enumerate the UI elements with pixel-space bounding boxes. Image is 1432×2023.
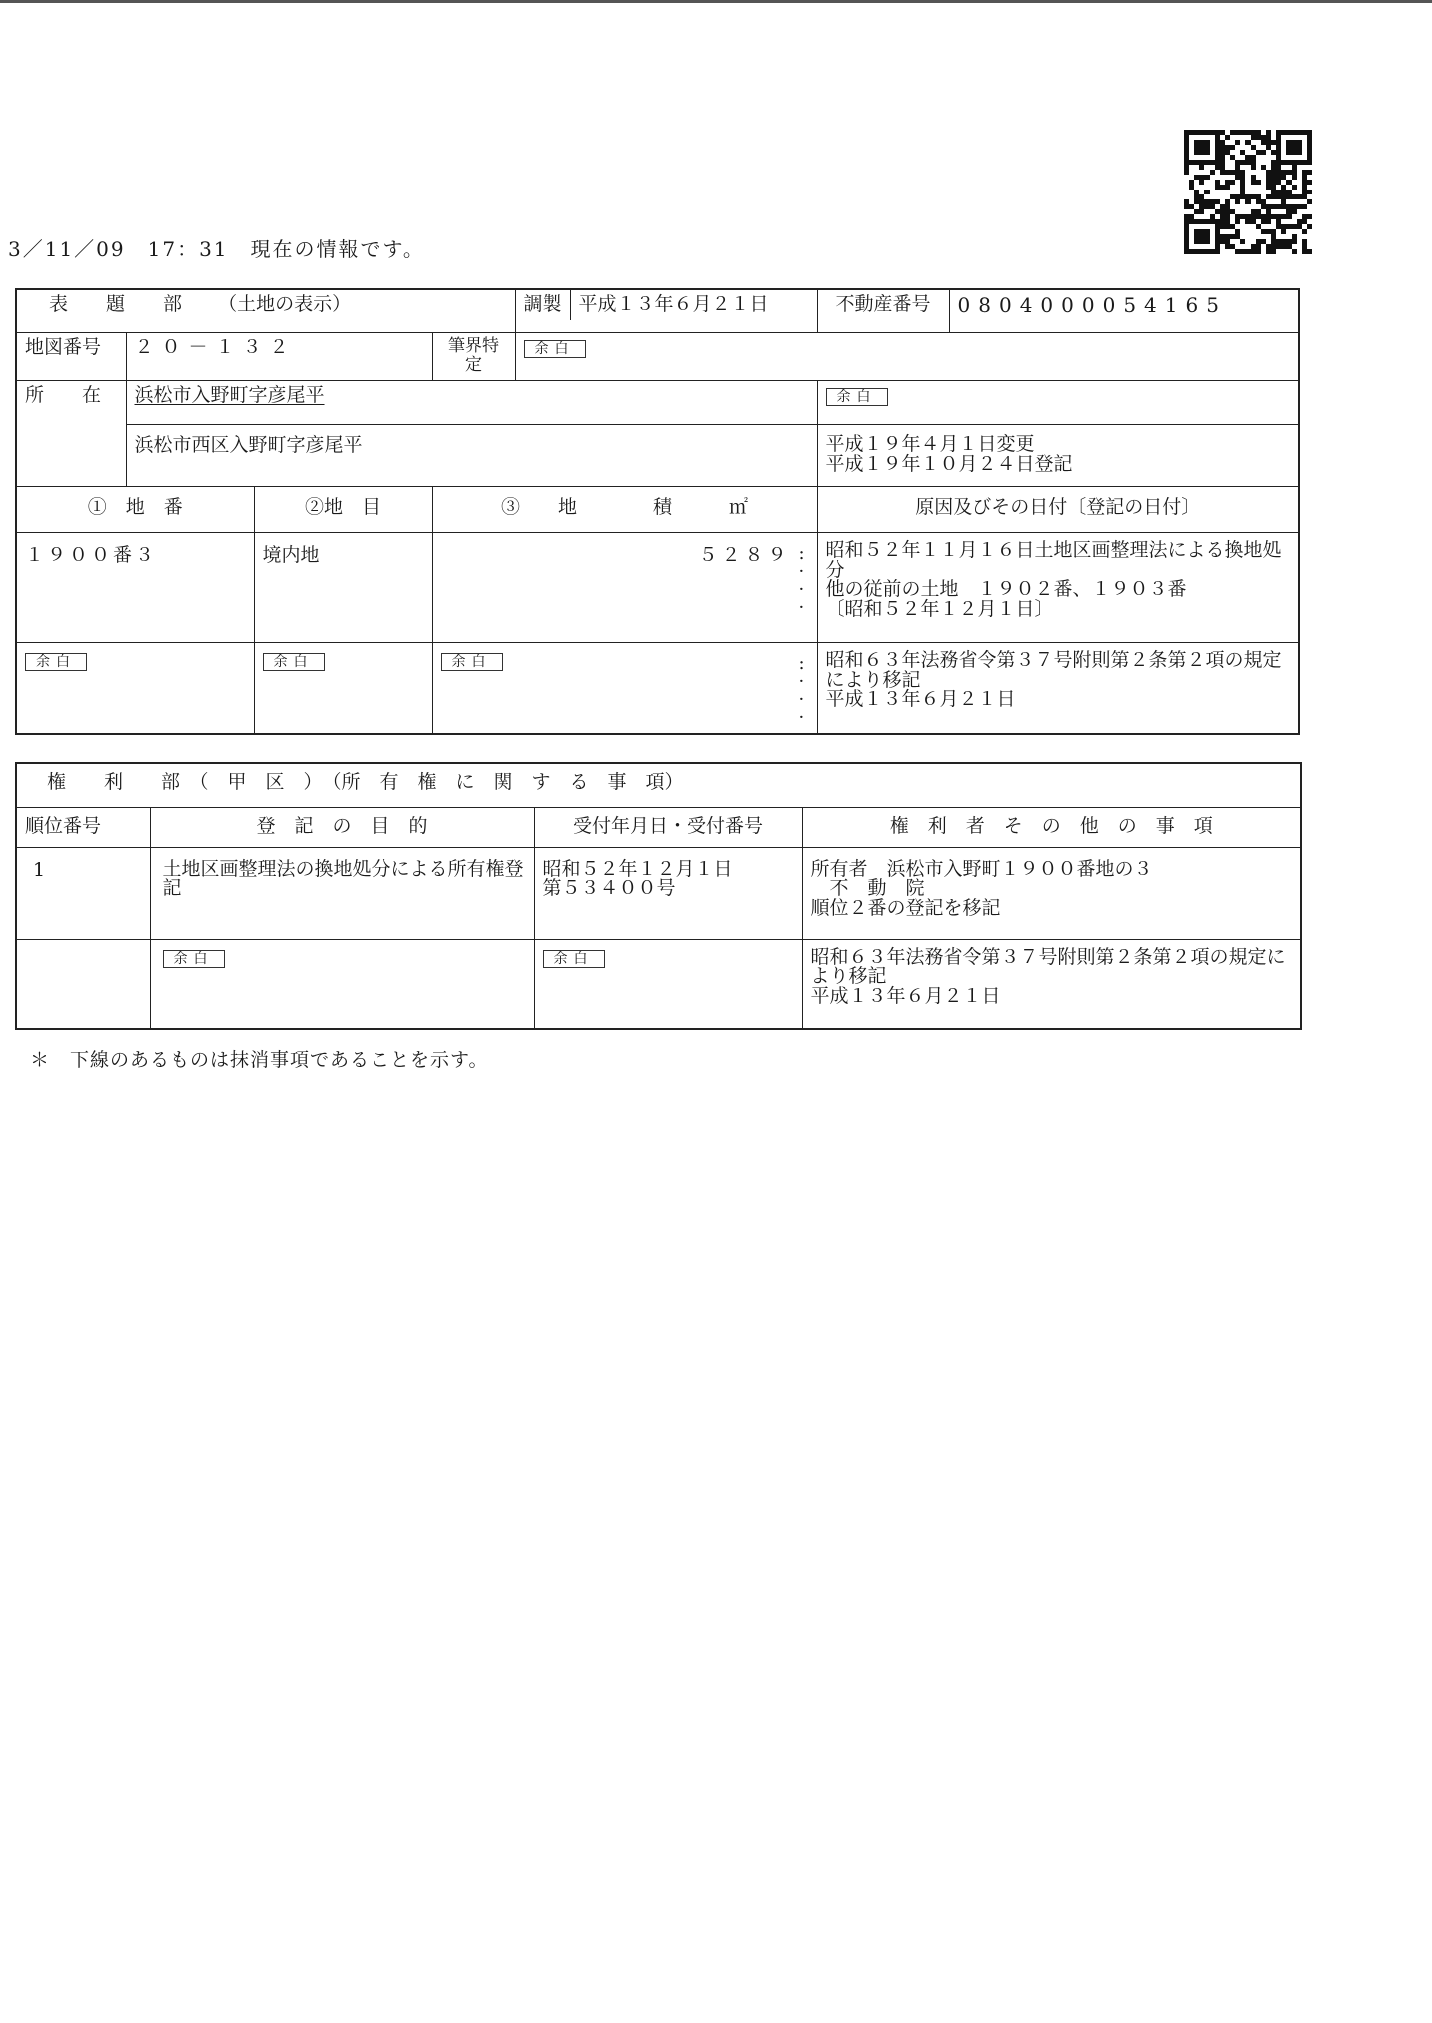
hyodai-table	[15, 288, 1300, 735]
document-datetime-header: 3／11／09 17：31 現在の情報です。	[8, 237, 425, 261]
hikkai-value-cell	[515, 332, 1299, 380]
chosei-cell	[515, 289, 817, 332]
col-chiban: ① 地 番	[16, 486, 254, 532]
shozai-old-text: 浜松市入野町字彦尾平	[134, 383, 325, 406]
yohaku-stamp: 余白	[524, 340, 586, 358]
row1-chiban: １９００番３	[16, 532, 254, 642]
row2-genin: 昭和６３年法務省令第３７号附則第２条第２項の規定により移記 平成１３年６月２１日	[817, 642, 1299, 734]
chosei-value: 平成１３年６月２１日	[578, 293, 769, 315]
row2-uketsuke	[534, 939, 802, 1029]
hikkai-label: 筆界特定	[432, 332, 515, 380]
shozai-old-cause	[817, 380, 1299, 424]
col-uketsuke: 受付年月日・受付番号	[534, 807, 802, 847]
chiseki-dots: : · · ·	[798, 652, 805, 728]
kenri-title: 権 利 部 （ 甲 区 ） （所 有 権 に 関 す る 事 項）	[16, 763, 1301, 807]
col-juni: 順位番号	[16, 807, 150, 847]
fudosan-label: 不動産番号	[817, 289, 949, 332]
row1-mokuteki: 土地区画整理法の換地処分による所有権登記	[150, 847, 534, 939]
row1-kenrisha: 所有者 浜松市入野町１９００番地の３ 不 動 院 順位２番の登記を移記	[802, 847, 1301, 939]
row1-chiseki: ５２８９	[698, 543, 791, 566]
qr-code-icon	[1184, 130, 1312, 254]
row2-mokuteki	[150, 939, 534, 1029]
chiseki-dots: : · · ·	[798, 542, 805, 618]
fudosan-value: 0804000054165	[949, 289, 1299, 332]
yohaku-stamp: 余白	[163, 950, 225, 968]
col-chiseki: ③ 地 積 ㎡	[432, 486, 817, 532]
chizu-value: ２０－１３２	[126, 332, 432, 380]
shozai-new-cause: 平成１９年４月１日変更 平成１９年１０月２４日登記	[817, 424, 1299, 486]
row1-uketsuke: 昭和５２年１２月１日 第５３４００号	[534, 847, 802, 939]
yohaku-stamp: 余白	[826, 388, 888, 406]
kenri-table	[15, 762, 1302, 1030]
yohaku-stamp: 余白	[25, 653, 87, 671]
row2-chiseki	[432, 642, 817, 734]
row1-genin: 昭和５２年１１月１６日土地区画整理法による換地処分 他の従前の土地 １９０２番、１９０３番 〔昭和５２年１２月１日〕	[817, 532, 1299, 642]
row2-kenrisha: 昭和６３年法務省令第３７号附則第２条第２項の規定により移記 平成１３年６月２１日	[802, 939, 1301, 1029]
chosei-label: 調製	[516, 290, 571, 320]
col-mokuteki: 登 記 の 目 的	[150, 807, 534, 847]
hyodai-title: 表 題 部	[49, 293, 183, 315]
yohaku-stamp: 余白	[441, 653, 503, 671]
col-kenrisha: 権 利 者 そ の 他 の 事 項	[802, 807, 1301, 847]
col-chimoku: ②地 目	[254, 486, 432, 532]
footnote: ＊ 下線のあるものは抹消事項であることを示す。	[30, 1049, 489, 1071]
shozai-label: 所 在	[16, 380, 126, 486]
shozai-old	[126, 380, 817, 424]
yohaku-stamp: 余白	[543, 950, 605, 968]
shozai-new: 浜松市西区入野町字彦尾平	[126, 424, 817, 486]
row2-chimoku	[254, 642, 432, 734]
row2-chiban	[16, 642, 254, 734]
hyodai-subtitle: （土地の表示）	[218, 293, 352, 315]
scan-top-edge	[0, 0, 1432, 3]
row1-chiseki-cell	[432, 532, 817, 642]
hyodai-title-cell	[16, 289, 515, 332]
row1-juni: 1	[16, 847, 150, 939]
chizu-label: 地図番号	[16, 332, 126, 380]
row1-chimoku: 境内地	[254, 532, 432, 642]
col-genin: 原因及びその日付〔登記の日付〕	[817, 486, 1299, 532]
row2-juni	[16, 939, 150, 1029]
yohaku-stamp: 余白	[263, 653, 325, 671]
